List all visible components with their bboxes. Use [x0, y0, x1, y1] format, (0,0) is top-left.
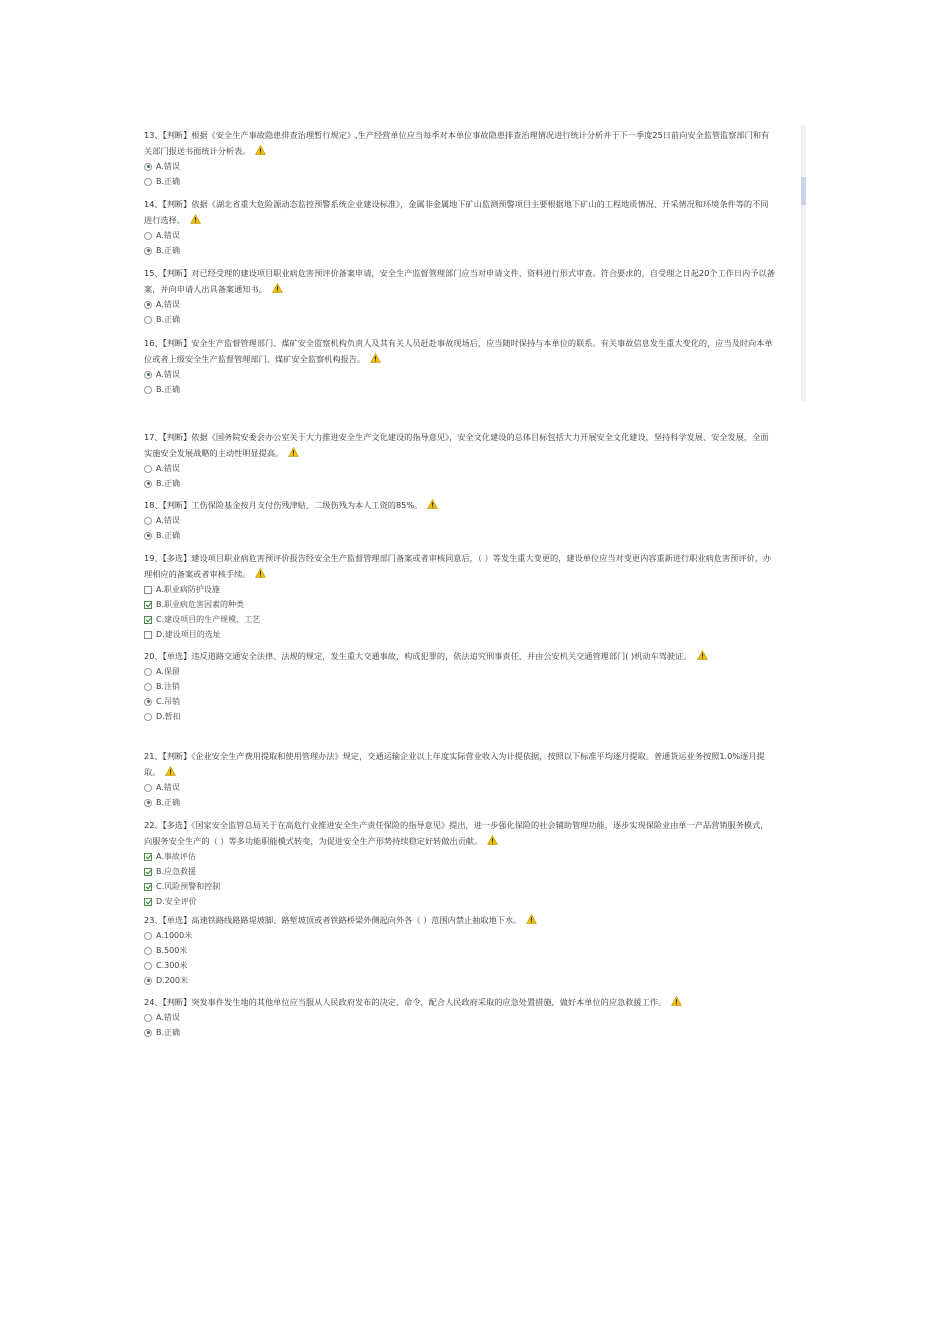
option-label: B.正确 — [156, 246, 181, 255]
warning-icon[interactable] — [370, 353, 381, 363]
option-13-1[interactable] — [144, 159, 776, 174]
question-text-content: 18、【判断】工伤保险基金按月支付伤残津贴，二级伤残为本人工资的85%。 — [144, 500, 423, 510]
question-text — [144, 335, 776, 367]
radio-button[interactable] — [144, 932, 152, 940]
radio-button[interactable] — [144, 386, 152, 394]
radio-button[interactable] — [144, 1014, 152, 1022]
option-label: C.风险预警和控制 — [156, 882, 221, 891]
checkbox[interactable] — [144, 586, 152, 594]
option-23-3[interactable] — [144, 958, 776, 973]
question-20 — [144, 648, 776, 724]
option-22-4[interactable] — [144, 894, 776, 909]
option-label: B.正确 — [156, 315, 181, 324]
option-label: A.1000米 — [156, 931, 193, 940]
checkbox[interactable] — [144, 601, 152, 609]
question-text — [144, 648, 776, 664]
radio-button[interactable] — [144, 532, 152, 540]
option-16-2[interactable] — [144, 382, 776, 397]
option-19-3[interactable] — [144, 612, 776, 627]
option-label: B.正确 — [156, 177, 181, 186]
question-text-content: 14、【判断】依据《湖北省重大危险源动态监控预警系统企业建设标准》，金属非金属地下矿山监测预警项目主要根据地下矿山的工程地质情况、开采情况和环境条件等的不同进行选择。 — [144, 199, 769, 225]
option-24-2[interactable] — [144, 1025, 776, 1040]
question-15 — [144, 265, 776, 327]
checkbox[interactable] — [144, 616, 152, 624]
question-text-content: 13、【判断】根据《安全生产事故隐患排查治理暂行规定》,生产经营单位应当每季对本单位事故隐患排查治理情况进行统计分析并于下一季度25日前向安全监管监察部门和有关部门报送书面统计分析表。 — [144, 130, 770, 156]
option-label: B.正确 — [156, 531, 181, 540]
option-20-3[interactable] — [144, 694, 776, 709]
warning-icon[interactable] — [272, 283, 283, 293]
question-text — [144, 265, 776, 297]
question-24 — [144, 994, 776, 1040]
option-label: A.职业病防护设施 — [156, 585, 220, 594]
checkbox[interactable] — [144, 868, 152, 876]
option-22-2[interactable] — [144, 864, 776, 879]
radio-button[interactable] — [144, 232, 152, 240]
warning-icon[interactable] — [526, 914, 537, 924]
radio-button[interactable] — [144, 371, 152, 379]
option-label: C.300米 — [156, 961, 188, 970]
warning-icon[interactable] — [671, 996, 682, 1006]
option-label: B.正确 — [156, 1028, 181, 1037]
question-17 — [144, 429, 776, 491]
option-15-1[interactable] — [144, 297, 776, 312]
option-19-2[interactable] — [144, 597, 776, 612]
question-text-content: 23、【单选】高速铁路线路路堤坡脚、路堑坡顶或者铁路桥梁外侧起向外各（ ）范围内禁止抽取地下水。 — [144, 915, 522, 925]
option-16-1[interactable] — [144, 367, 776, 382]
question-text — [144, 196, 776, 228]
question-text-content: 17、【判断】依据《国务院安委会办公室关于大力推进安全生产文化建设的指导意见》，安全文化建设的总体目标包括大力开展安全文化建设，坚持科学发展、安全发展，全面实施安全发展战略的主动性明显提高。 — [144, 432, 769, 458]
option-18-1[interactable] — [144, 513, 776, 528]
option-21-1[interactable] — [144, 780, 776, 795]
question-text-content: 24、【判断】突发事件发生地的其他单位应当服从人民政府发布的决定、命令，配合人民政府采取的应急处置措施，做好本单位的应急救援工作。 — [144, 997, 667, 1007]
question-text — [144, 497, 776, 513]
radio-button[interactable] — [144, 316, 152, 324]
option-label: A.错误 — [156, 300, 180, 309]
question-text-content: 21、【判断】《企业安全生产费用提取和使用管理办法》规定，交通运输企业以上年度实际营业收入为计提依据，按照以下标准平均逐月提取。普通货运业务按照1.0%逐月提取。 — [144, 751, 765, 777]
option-15-2[interactable] — [144, 312, 776, 327]
option-label: D.暂扣 — [156, 712, 181, 721]
option-13-2[interactable] — [144, 174, 776, 189]
question-23 — [144, 912, 776, 988]
scrollbar[interactable] — [801, 125, 806, 401]
option-19-4[interactable] — [144, 627, 776, 642]
question-19 — [144, 550, 776, 642]
question-text — [144, 127, 776, 159]
option-14-2[interactable] — [144, 243, 776, 258]
question-18 — [144, 497, 776, 543]
radio-button[interactable] — [144, 698, 152, 706]
radio-button[interactable] — [144, 784, 152, 792]
question-text — [144, 817, 776, 849]
option-label: D.安全评价 — [156, 897, 197, 906]
radio-button[interactable] — [144, 668, 152, 676]
radio-button[interactable] — [144, 799, 152, 807]
checkbox[interactable] — [144, 631, 152, 639]
radio-button[interactable] — [144, 713, 152, 721]
option-label: A.保留 — [156, 667, 180, 676]
warning-icon[interactable] — [165, 766, 176, 776]
radio-button[interactable] — [144, 517, 152, 525]
option-label: B.职业病危害因素的种类 — [156, 600, 245, 609]
radio-button[interactable] — [144, 247, 152, 255]
option-label: B.注销 — [156, 682, 181, 691]
checkbox[interactable] — [144, 898, 152, 906]
radio-button[interactable] — [144, 977, 152, 985]
warning-icon[interactable] — [255, 568, 266, 578]
option-label: A.事故评估 — [156, 852, 196, 861]
option-label: B.500米 — [156, 946, 188, 955]
option-20-4[interactable] — [144, 709, 776, 724]
question-text-content: 15、【判断】对已经受理的建设项目职业病危害预评价备案申请，安全生产监督管理部门应当对申请文件、资料进行形式审查。符合要求的，自受理之日起20个工作日内予以备案，并向申请人出具备案通知书。 — [144, 268, 775, 294]
option-label: A.错误 — [156, 464, 180, 473]
option-label: A.错误 — [156, 370, 180, 379]
option-label: C.吊销 — [156, 697, 181, 706]
radio-button[interactable] — [144, 178, 152, 186]
option-23-1[interactable] — [144, 928, 776, 943]
radio-button[interactable] — [144, 1029, 152, 1037]
option-label: A.错误 — [156, 231, 180, 240]
question-21 — [144, 748, 776, 810]
option-22-3[interactable] — [144, 879, 776, 894]
option-label: B.正确 — [156, 798, 181, 807]
radio-button[interactable] — [144, 947, 152, 955]
option-17-1[interactable] — [144, 461, 776, 476]
option-14-1[interactable] — [144, 228, 776, 243]
option-22-1[interactable] — [144, 849, 776, 864]
checkbox[interactable] — [144, 883, 152, 891]
option-label: B.正确 — [156, 385, 181, 394]
option-label: A.错误 — [156, 162, 180, 171]
warning-icon[interactable] — [487, 835, 498, 845]
question-text-content: 22、【多选】《国家安全监管总局关于在高危行业推进安全生产责任保险的指导意见》提出，进一步强化保险的社会辅助管理功能，逐步实现保险业由单一产品营销服务模式，向服务安全生产的（ ）等多功能职能模式转变，为促进安全生产形势持续稳定好转做出贡献。 — [144, 820, 769, 846]
option-21-2[interactable] — [144, 795, 776, 810]
radio-button[interactable] — [144, 683, 152, 691]
question-text — [144, 748, 776, 780]
option-18-2[interactable] — [144, 528, 776, 543]
question-22 — [144, 817, 776, 909]
question-text — [144, 994, 776, 1010]
question-13 — [144, 127, 776, 189]
option-23-4[interactable] — [144, 973, 776, 988]
question-14 — [144, 196, 776, 258]
option-label: B.应急救援 — [156, 867, 197, 876]
option-label: D.200米 — [156, 976, 188, 985]
option-17-2[interactable] — [144, 476, 776, 491]
option-24-1[interactable] — [144, 1010, 776, 1025]
question-text — [144, 550, 776, 582]
radio-button[interactable] — [144, 163, 152, 171]
question-16 — [144, 335, 776, 397]
checkbox[interactable] — [144, 853, 152, 861]
warning-icon[interactable] — [697, 650, 708, 660]
option-20-1[interactable] — [144, 664, 776, 679]
scrollbar-thumb[interactable] — [801, 177, 806, 205]
option-19-1[interactable] — [144, 582, 776, 597]
option-20-2[interactable] — [144, 679, 776, 694]
radio-button[interactable] — [144, 465, 152, 473]
question-text — [144, 912, 776, 928]
option-label: D.建设项目的选址 — [156, 630, 221, 639]
option-label: B.正确 — [156, 479, 181, 488]
option-label: C.建设项目的生产规模、工艺 — [156, 615, 261, 624]
option-label: A.错误 — [156, 516, 180, 525]
warning-icon[interactable] — [288, 447, 299, 457]
question-text-content: 19、【多选】建设项目职业病危害预评价报告经安全生产监督管理部门备案或者审核同意后，（ ）等发生重大变更的，建设单位应当对变更内容重新进行职业病危害预评价，办理相应的备案或者审核手续。 — [144, 553, 772, 579]
question-text-content: 16、【判断】安全生产监督管理部门、煤矿安全监察机构负责人及其有关人员赶赴事故现场后，应当随时保持与本单位的联系。有关事故信息发生重大变化的，应当及时向本单位或者上级安全生产监督管理部门、煤矿安全监察机构报告。 — [144, 338, 773, 364]
option-23-2[interactable] — [144, 943, 776, 958]
question-text-content: 20、【单选】违反道路交通安全法律、法规的规定，发生重大交通事故，构成犯罪的，依法追究刑事责任，并由公安机关交通管理部门( )机动车驾驶证。 — [144, 651, 692, 661]
option-label: A.错误 — [156, 783, 180, 792]
radio-button[interactable] — [144, 962, 152, 970]
option-label: A.错误 — [156, 1013, 180, 1022]
radio-button[interactable] — [144, 480, 152, 488]
warning-icon[interactable] — [190, 214, 201, 224]
radio-button[interactable] — [144, 301, 152, 309]
question-text — [144, 429, 776, 461]
warning-icon[interactable] — [427, 499, 438, 509]
warning-icon[interactable] — [255, 145, 266, 155]
